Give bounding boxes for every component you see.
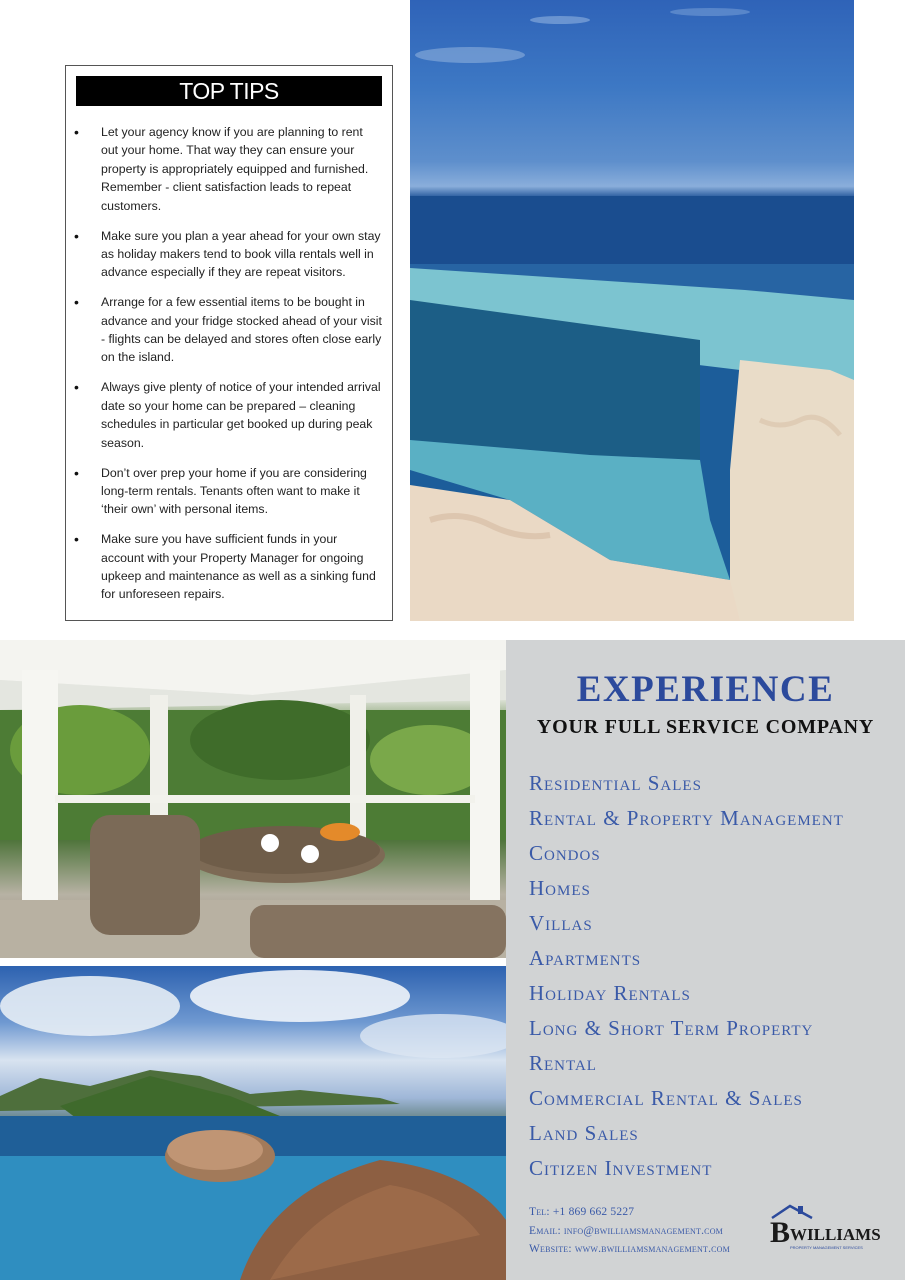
bwilliams-logo (768, 1200, 882, 1256)
services-panel (506, 640, 905, 1280)
service-item: Condos (529, 841, 601, 865)
experience-title: EXPERIENCE (576, 669, 835, 710)
tip-item: • Make sure you plan a year ahead for your own stay as holiday makers tend to book villa rentals well in advance especially if they are repeat visitors. (76, 227, 382, 282)
infinity-pool-illustration (410, 0, 854, 621)
tip-item: • Arrange for a few essential items to be bought in advance and your fridge stocked ahead of your visit - flights can be delayed and stores often close early on the island. (76, 293, 382, 367)
top-tips-box (65, 65, 393, 621)
contact-tel: Tel: +1 869 662 5227 (529, 1206, 635, 1218)
service-item: Villas (529, 911, 593, 935)
service-item: Holiday Rentals (529, 981, 691, 1005)
contact-email[interactable]: Email: info@bwilliamsmanagement.com (529, 1224, 723, 1237)
svg-text:B: B (770, 1216, 791, 1249)
service-item: Homes (529, 876, 591, 900)
house-roof-icon (768, 1200, 882, 1256)
top-tips-title: TOP TIPS (76, 76, 382, 106)
service-item: Citizen Investment (529, 1156, 713, 1180)
service-item: Apartments (529, 946, 642, 970)
service-item: Residential Sales (529, 771, 702, 795)
service-item: Rental (529, 1051, 597, 1075)
gazebo-illustration (0, 640, 506, 958)
tip-item: • Let your agency know if you are planning to rent out your home. That way they can ensure your property is appropriately equipped and furnished. Remember - client satisfaction leads to repeat customers. (76, 123, 382, 215)
island-view-photo (0, 966, 506, 1280)
gazebo-dining-photo (0, 640, 506, 958)
service-item: Long & Short Term Property (529, 1016, 814, 1040)
top-tips-list (76, 123, 382, 604)
contact-website[interactable]: Website: www.bwilliamsmanagement.com (529, 1243, 730, 1255)
svg-text:PROPERTY MANAGEMENT SERVICES: PROPERTY MANAGEMENT SERVICES (790, 1245, 863, 1250)
service-item: Commercial Rental & Sales (529, 1086, 803, 1110)
svg-text:WILLIAMS: WILLIAMS (790, 1225, 881, 1244)
experience-subtitle: YOUR FULL SERVICE COMPANY (536, 716, 875, 738)
tip-item: • Don’t over prep your home if you are considering long-term rentals. Tenants often want to make it ‘their own’ with personal items. (76, 464, 382, 519)
tip-item: • Always give plenty of notice of your intended arrival date so your home can be prepared – cleaning schedules in particular get booked up during peak season. (76, 378, 382, 452)
tip-item: • Make sure you have sufficient funds in your account with your Property Manager for ongoing upkeep and maintenance as well as a sinking fund for unforeseen repairs. (76, 530, 382, 604)
island-illustration (0, 966, 506, 1280)
infinity-pool-photo (410, 0, 854, 621)
service-item: Land Sales (529, 1121, 639, 1145)
contact-block (529, 1203, 730, 1259)
service-item: Rental & Property Management (529, 806, 844, 830)
services-list (529, 766, 844, 1186)
